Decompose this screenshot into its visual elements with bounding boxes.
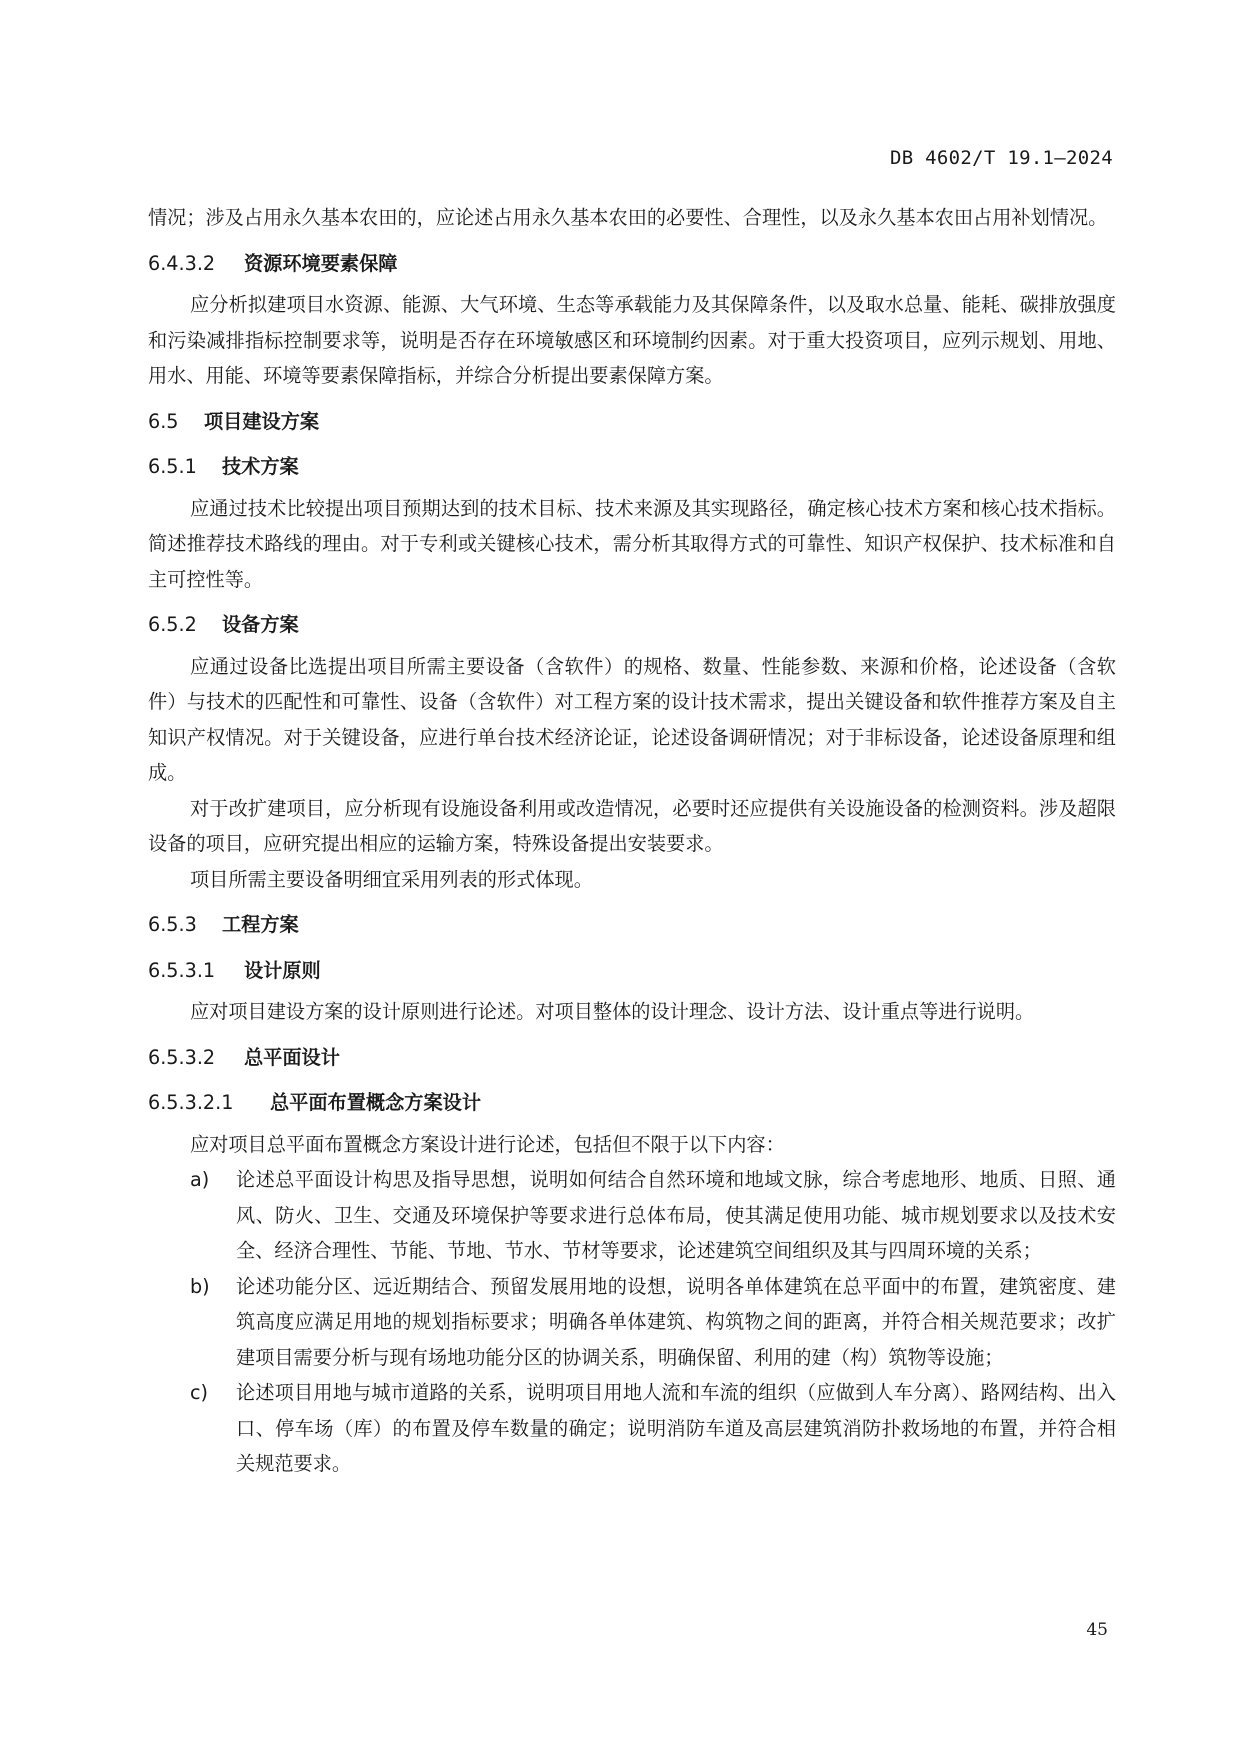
list-item: [148, 1375, 1116, 1482]
list-item-text: 论述功能分区、远近期结合、预留发展用地的设想，说明各单体建筑在总平面中的布置，建筑密度、建筑高度应满足用地的规划指标要求；明确各单体建筑、构筑物之间的距离，并符合相关规范要求；改扩建项目需要分析与现有场地功能分区的协调关系，明确保留、利用的建（构）筑物等设施；: [236, 1274, 1116, 1369]
doc-code: DB 4602/T 19.1—2024: [889, 147, 1113, 169]
section-number: 6.5.3.2: [148, 1045, 216, 1069]
list-item-text: 论述总平面设计构思及指导思想，说明如何结合自然环境和地域文脉，综合考虑地形、地质、日照、通风、防火、卫生、交通及环境保护等要求进行总体布局，使其满足使用功能、城市规划要求以及技术安全、经济合理性、节能、节地、节水、节材等要求，论述建筑空间组织及其与四周环境的关系；: [236, 1168, 1116, 1262]
section-number: 6.4.3.2: [148, 251, 216, 275]
paragraph: 项目所需主要设备明细宜采用列表的形式体现。: [190, 867, 593, 891]
section-title: 工程方案: [222, 913, 299, 936]
section-number: 6.5.3.1: [148, 958, 216, 982]
section-title: 资源环境要素保障: [244, 251, 398, 275]
section-title: 项目建设方案: [204, 409, 320, 433]
section-title: 技术方案: [222, 455, 299, 478]
section-number: 6.5.1: [148, 455, 197, 478]
list-item: [148, 1162, 1116, 1269]
section-number: 6.5.3: [148, 913, 197, 936]
section-number: 6.5: [148, 409, 179, 433]
content-list: [148, 1162, 1116, 1482]
list-item-label: a): [190, 1168, 210, 1191]
paragraph: 对于改扩建项目，应分析现有设施设备利用或改造情况，必要时还应提供有关设施设备的检测资料。涉及超限设备的项目，应研究提出相应的运输方案，特殊设备提出安装要求。: [148, 796, 1116, 855]
list-item: [148, 1269, 1116, 1376]
paragraph: 应对项目建设方案的设计原则进行论述。对项目整体的设计理念、设计方法、设计重点等进行说明。: [190, 1000, 1035, 1023]
list-item-label: b): [190, 1274, 210, 1298]
section-heading-6531: [148, 953, 1116, 989]
list-item-text: 论述项目用地与城市道路的关系，说明项目用地人流和车流的组织（应做到人车分离）、路网结构、出入口、停车场（库）的布置及停车数量的确定；说明消防车道及高层建筑消防扑救场地的布置，并符合相关规范要求。: [236, 1381, 1116, 1475]
section-title: 设计原则: [244, 958, 321, 982]
section-heading-6432: [148, 246, 1116, 282]
paragraph-continuation: 情况；涉及占用永久基本农田的，应论述占用永久基本农田的必要性、合理性，以及永久基本农田占用补划情况。: [148, 206, 1108, 229]
list-item-label: c): [190, 1381, 209, 1404]
section-title: 总平面设计: [244, 1045, 340, 1069]
section-number: 6.5.3.2.1: [148, 1091, 234, 1114]
section-heading-65321: [148, 1085, 1116, 1121]
section-heading-6532: [148, 1040, 1116, 1076]
section-number: 6.5.2: [148, 613, 197, 636]
section-title: 总平面布置概念方案设计: [270, 1091, 482, 1114]
paragraph: 应通过技术比较提出项目预期达到的技术目标、技术来源及其实现路径，确定核心技术方案和核心技术指标。简述推荐技术路线的理由。对于专利或关键核心技术，需分析其取得方式的可靠性、知识产权保护、技术标准和自主可控性等。: [148, 496, 1116, 591]
section-title: 设备方案: [222, 613, 299, 636]
section-heading-65: [148, 404, 1116, 440]
paragraph: 应对项目总平面布置概念方案设计进行论述，包括但不限于以下内容：: [190, 1132, 785, 1156]
page-number: 45: [1086, 1620, 1108, 1640]
document-body: [148, 200, 1116, 1482]
section-heading-652: [148, 607, 1116, 643]
paragraph: 应分析拟建项目水资源、能源、大气环境、生态等承载能力及其保障条件，以及取水总量、能耗、碳排放强度和污染减排指标控制要求等，说明是否存在环境敏感区和环境制约因素。对于重大投资项目，应列示规划、用地、用水、用能、环境等要素保障指标，并综合分析提出要素保障方案。: [148, 293, 1116, 387]
paragraph: 应通过设备比选提出项目所需主要设备（含软件）的规格、数量、性能参数、来源和价格，论述设备（含软件）与技术的匹配性和可靠性、设备（含软件）对工程方案的设计技术需求，提出关键设备和软件推荐方案及自主知识产权情况。对于关键设备，应进行单台技术经济论证，论述设备调研情况；对于非标设备，论述设备原理和组成。: [148, 654, 1116, 784]
section-heading-651: [148, 449, 1116, 485]
section-heading-653: [148, 907, 1116, 943]
